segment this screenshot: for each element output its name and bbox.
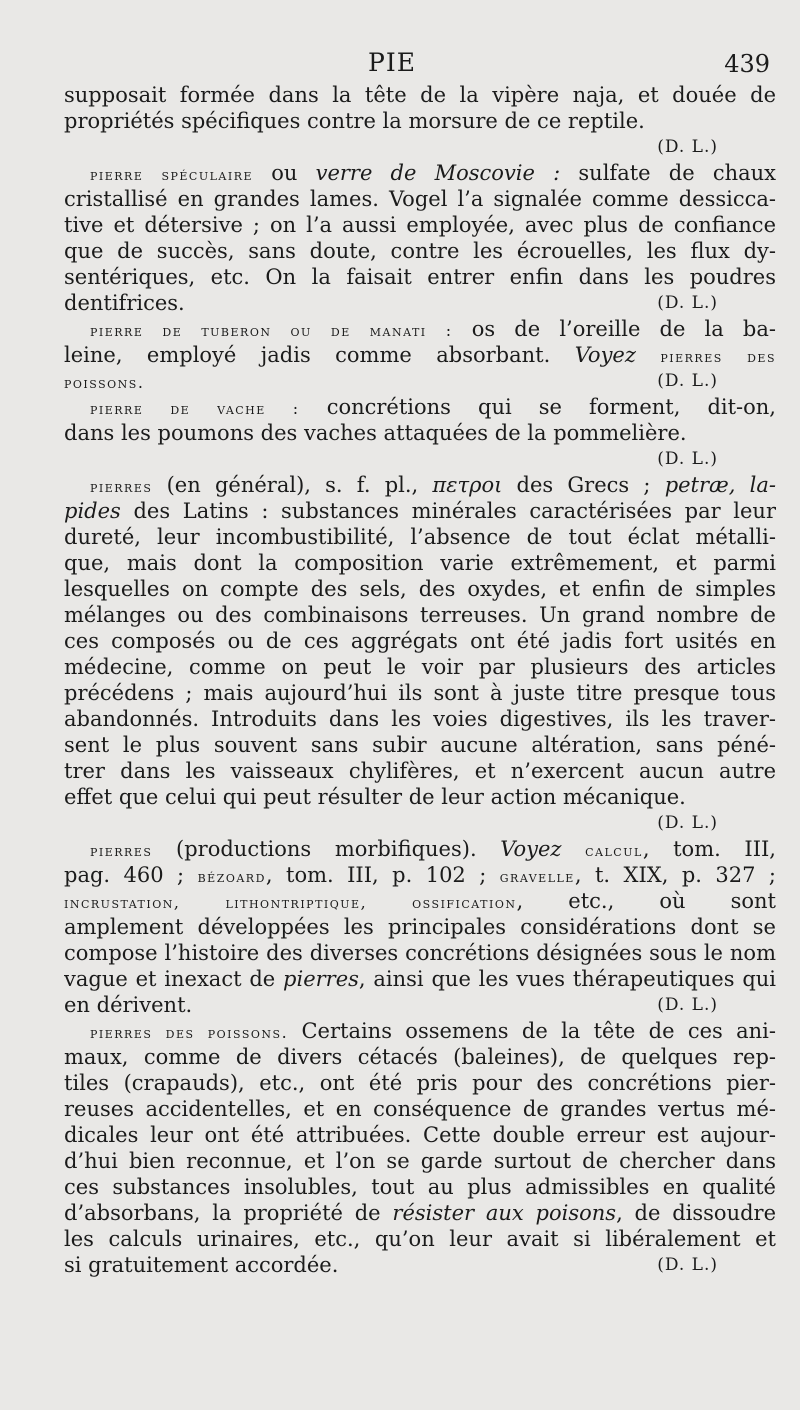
text-run (562, 837, 586, 861)
entry-term: pierre de tuberon ou de manati : (90, 321, 453, 340)
text-line (64, 524, 776, 550)
text-line (64, 498, 776, 524)
text-run: dentifrices. (64, 291, 185, 315)
text-run: supposait formée dans la tête de la vipère naja, et douée de (64, 83, 776, 107)
text-run: abandonnés. Introduits dans les voies digestives, ils les traver- (64, 707, 776, 731)
text-run: ces composés ou de ces aggrégats ont été jadis fort usités en (64, 629, 776, 653)
text-run: d’absorbans, la propriété de (64, 1201, 393, 1225)
text-line (64, 654, 776, 680)
text-run: reuses accidentelles, et en conséquence de grandes vertus mé- (64, 1097, 776, 1121)
text-line (64, 186, 776, 212)
text-run: leine, employé jadis comme absorbant. (64, 343, 575, 367)
text-run: Certains ossemens de la tête de ces ani- (288, 1019, 776, 1043)
text-line (64, 628, 776, 654)
text-run: os de l’oreille de la ba- (452, 317, 776, 341)
text-run: (en général), s. f. pl., (152, 473, 433, 497)
italic-text: pides (64, 499, 121, 523)
text-run: ou (253, 161, 316, 185)
author-signature: (D. L.) (657, 995, 718, 1015)
text-run: , de dissoudre (616, 1201, 776, 1225)
text-line (64, 914, 776, 940)
text-line (64, 1226, 776, 1252)
entry-term: pierre de vache : (90, 399, 300, 418)
text-line (64, 602, 776, 628)
text-line (64, 394, 776, 420)
italic-text: verre de Moscovie : (315, 161, 561, 185)
text-line (64, 1174, 776, 1200)
text-line (64, 134, 776, 160)
author-signature: (D. L.) (657, 813, 718, 833)
text-run: dicales leur ont été attribuées. Cette double erreur est aujour- (64, 1123, 776, 1147)
text-run: sent le plus souvent sans subir aucune altération, sans péné- (64, 733, 776, 757)
text-run: précédens ; mais aujourd’hui ils sont à juste titre presque tous (64, 681, 776, 705)
text-line (64, 576, 776, 602)
text-run: compose l’histoire des diverses concrétions désignées sous le nom (64, 941, 776, 965)
author-signature: (D. L.) (657, 1255, 718, 1275)
text-run: sentériques, etc. On la faisait entrer enfin dans les poudres (64, 265, 776, 289)
entry-term: bézoard (197, 867, 266, 886)
text-run: des Latins : substances minérales caractérisées par leur (120, 499, 776, 523)
text-line (64, 264, 776, 290)
text-run: mélanges ou des combinaisons terreuses. Un grand nombre de (64, 603, 776, 627)
entry-term: calcul (585, 841, 643, 860)
text-run: , ainsi que les vues thérapeutiques qui (358, 967, 776, 991)
text-run: d’hui bien reconnue, et l’on se garde surtout de chercher dans (64, 1149, 776, 1173)
text-run: , tom. III, p. 102 ; (265, 863, 500, 887)
text-line (64, 212, 776, 238)
text-run: , etc., où sont (516, 889, 776, 913)
text-run: que de succès, sans doute, contre les écrouelles, les flux dy- (64, 239, 776, 263)
text-run: sulfate de chaux (560, 161, 776, 185)
text-line (64, 316, 776, 342)
text-run: effet que celui qui peut résulter de leur action mécanique. (64, 785, 686, 809)
text-line (64, 888, 776, 914)
text-run: concrétions qui se forment, dit-on, (299, 395, 776, 419)
text-run: cristallisé en grandes lames. Vogel l’a signalée comme dessicca- (64, 187, 776, 211)
text-run: lesquelles on compte des sels, des oxydes, et enfin de simples (64, 577, 776, 601)
author-signature: (D. L.) (657, 371, 718, 391)
text-line (64, 784, 776, 810)
text-run: en dérivent. (64, 993, 193, 1017)
italic-text: résister aux poisons (392, 1201, 617, 1225)
text-run: des Grecs ; (502, 473, 665, 497)
running-head: PIE (368, 48, 416, 77)
text-run: , t. XIX, p. 327 ; (574, 863, 776, 887)
text-run: pag. 460 ; (64, 863, 198, 887)
text-run: dans les poumons des vaches attaquées de la pommelière. (64, 421, 687, 445)
entry-term: pierres (90, 841, 153, 860)
entry-term: incrustation, lithontriptique, ossification (64, 893, 517, 912)
text-line (64, 732, 776, 758)
text-line (64, 342, 776, 368)
text-run: vague et inexact de (64, 967, 284, 991)
author-signature: (D. L.) (657, 449, 718, 469)
italic-text: pierres (283, 967, 359, 991)
entry-term: poissons. (64, 373, 145, 392)
text-line (64, 1200, 776, 1226)
text-line (64, 472, 776, 498)
page-header (0, 48, 800, 82)
text-line (64, 368, 776, 394)
text-run: propriétés spécifiques contre la morsure de ce reptile. (64, 109, 645, 133)
entry-term: pierres des poissons. (90, 1023, 289, 1042)
text-run: (productions morbifiques). (152, 837, 501, 861)
text-line (64, 966, 776, 992)
text-line (64, 810, 776, 836)
text-line (64, 420, 776, 446)
page-number: 439 (724, 50, 770, 78)
text-line (64, 550, 776, 576)
italic-text: Voyez (574, 343, 636, 367)
text-run: , tom. III, (642, 837, 776, 861)
text-line (64, 1044, 776, 1070)
text-run: amplement développées les principales considérations dont se (64, 915, 776, 939)
text-run: si gratuitement accordée. (64, 1253, 339, 1277)
text-line (64, 1122, 776, 1148)
text-line (64, 160, 776, 186)
text-run: dureté, leur incombustibilité, l’absence de tout éclat métalli- (64, 525, 776, 549)
text-run: médecine, comme on peut le voir par plusieurs des articles (64, 655, 776, 679)
entry-term: gravelle (499, 867, 575, 886)
text-line (64, 680, 776, 706)
entry-term: pierres (90, 477, 153, 496)
text-run: les calculs urinaires, etc., qu’on leur avait si libéralement et (64, 1227, 776, 1251)
text-run: ces substances insolubles, tout au plus admissibles en qualité (64, 1175, 776, 1199)
text-run: tive et détersive ; on l’a aussi employée, avec plus de confiance (64, 213, 776, 237)
text-line (64, 446, 776, 472)
text-run: maux, comme de divers cétacés (baleines), de quelques rep- (64, 1045, 776, 1069)
text-run (636, 343, 660, 367)
italic-text: petræ, la- (664, 473, 776, 497)
text-run: que, mais dont la composition varie extrêmement, et parmi (64, 551, 776, 575)
author-signature: (D. L.) (657, 293, 718, 313)
text-line (64, 1148, 776, 1174)
text-line (64, 1252, 776, 1278)
text-run: trer dans les vaisseaux chylifères, et n’exercent aucun autre (64, 759, 776, 783)
text-line (64, 108, 776, 134)
author-signature: (D. L.) (657, 137, 718, 157)
italic-text: Voyez (500, 837, 562, 861)
text-line (64, 940, 776, 966)
text-line (64, 238, 776, 264)
entry-term: pierres des (660, 347, 776, 366)
entry-term: pierre spéculaire (90, 165, 254, 184)
text-run: tiles (crapauds), etc., ont été pris pour des concrétions pier- (64, 1071, 776, 1095)
text-line (64, 290, 776, 316)
text-line (64, 1018, 776, 1044)
italic-text: πετροι (432, 473, 503, 497)
text-line (64, 836, 776, 862)
text-line (64, 758, 776, 784)
text-line (64, 862, 776, 888)
text-line (64, 992, 776, 1018)
body-text (64, 82, 776, 1278)
text-line (64, 1070, 776, 1096)
text-line (64, 1096, 776, 1122)
text-line (64, 82, 776, 108)
text-line (64, 706, 776, 732)
